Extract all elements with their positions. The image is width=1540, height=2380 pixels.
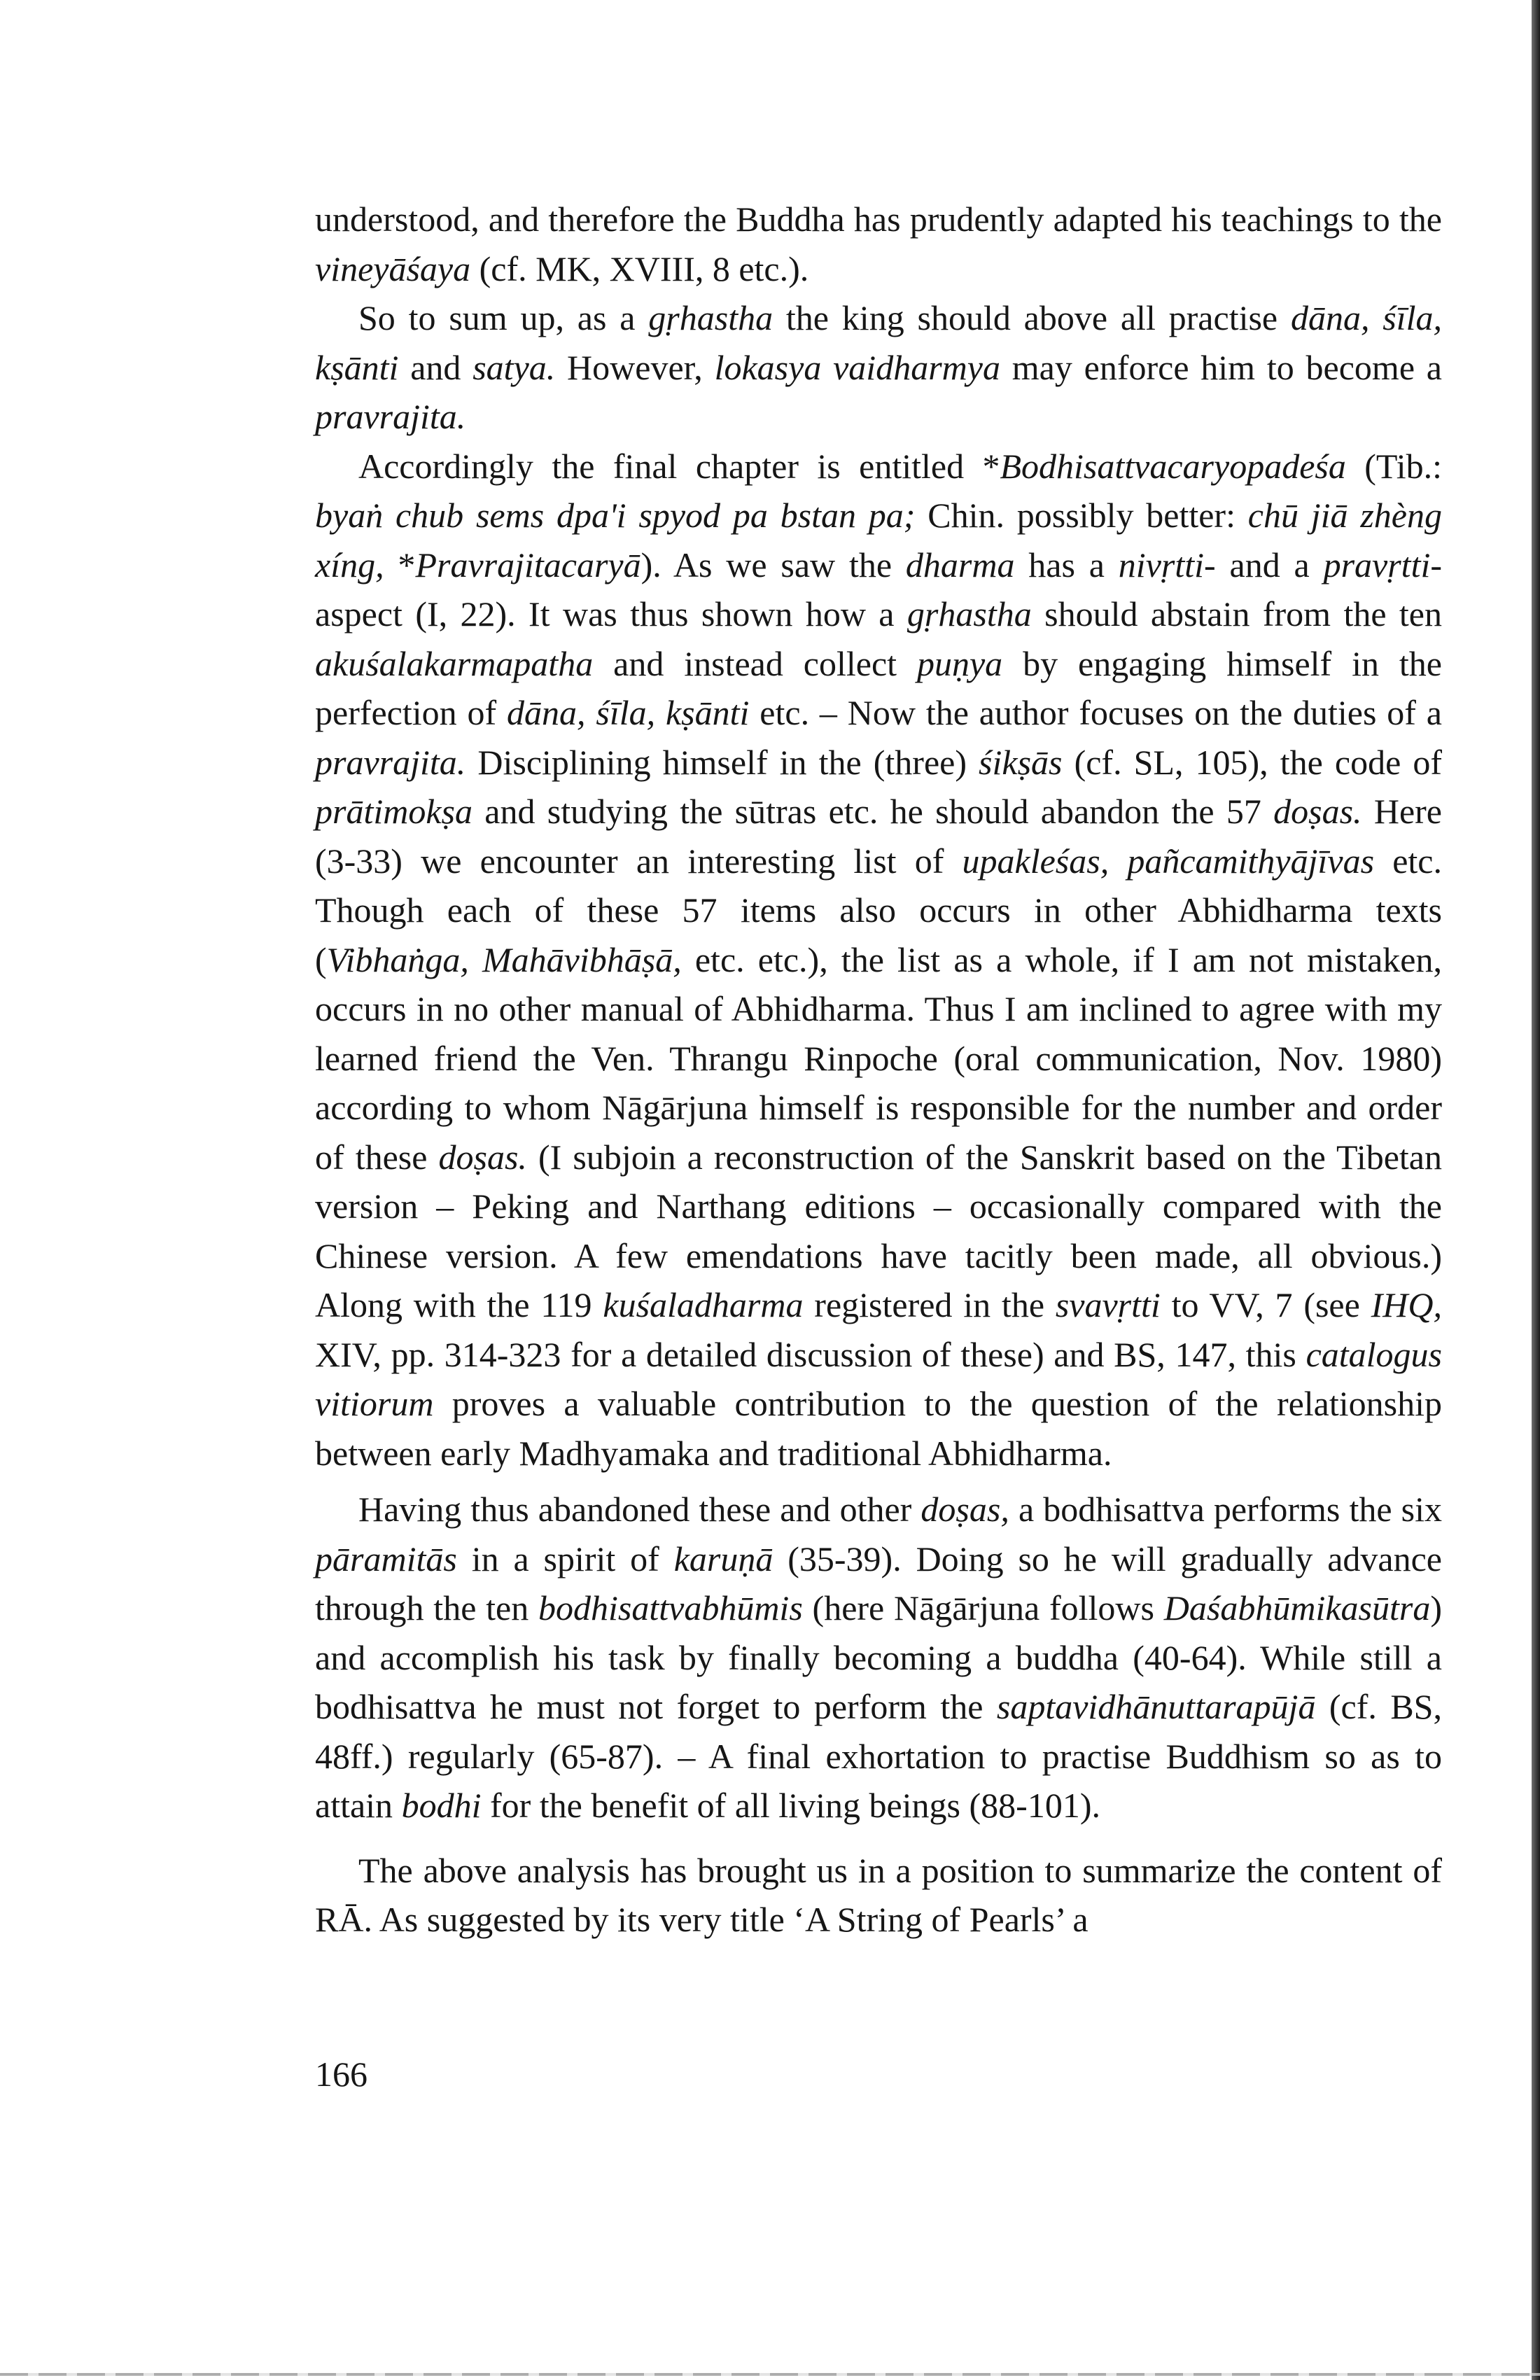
text-run: (I subjoin a reconstruction of the Sanskrit based on the Tibetan version – Peking and Narthang editions – occasionally compared with the Chinese version. A few emendations have tacitly been made, all obvious.) Along with the 119 xyxy=(315,1137,1442,1324)
text-run: So to sum up, as a xyxy=(358,298,649,337)
italic-term: nivṛtti- xyxy=(1118,545,1216,584)
text-run: -aspect (I, 22). It was thus shown how a xyxy=(315,545,1443,634)
italic-term: pravrajita. xyxy=(315,397,466,436)
text-run: However, xyxy=(555,347,715,387)
text-run: Accordingly the final chapter is entitled * xyxy=(358,446,1000,486)
italic-term: pāramitās xyxy=(315,1539,457,1578)
italic-term: vineyāśaya xyxy=(315,248,471,288)
italic-term: akuśalakarmapatha xyxy=(315,643,594,683)
text-run: and xyxy=(398,347,473,387)
text-run: in a spirit of xyxy=(456,1539,674,1578)
text-run: The above analysis has brought us in a position to summarize the content of RĀ. As suggested by its very title ‘A String of Pearls’ a xyxy=(315,1850,1442,1939)
text-run: and a xyxy=(1215,545,1324,584)
text-run: ) and accomplish his task by finally becoming a buddha (40-64). While still a bodhisattva he must not forget to perform the xyxy=(315,1588,1442,1726)
text-run: ). As we saw the xyxy=(640,545,906,584)
scan-edge-shadow xyxy=(1532,0,1540,2380)
italic-term: śikṣās xyxy=(979,742,1063,782)
italic-term: Vibhaṅga, Mahāvibhāṣā, xyxy=(326,939,682,979)
text-run: etc. etc.), the list as a whole, if I am not mistaken, occurs in no other manual of Abhidharma. Thus I am inclined to agree with my learned friend the Ven. Thrangu Rinpoche (oral communication, Nov. 1980) according to whom Nāgārjuna himself is responsible for the number and order of these xyxy=(315,939,1443,1177)
paragraph xyxy=(315,195,1442,293)
italic-term: pravrajita. xyxy=(315,742,466,782)
text-run: a bodhisattva performs the six xyxy=(1009,1490,1443,1529)
italic-term: gṛhastha xyxy=(906,594,1032,634)
text-run: etc. Though each of these 57 items also occurs in other Abhidharma texts ( xyxy=(315,841,1442,979)
page-number: 166 xyxy=(315,2054,368,2094)
text-run: to VV, 7 (see xyxy=(1160,1285,1371,1324)
italic-term: doṣas. xyxy=(1273,792,1362,831)
italic-term: Pravrajitacaryā xyxy=(415,545,641,584)
text-run: the king should above all practise xyxy=(773,298,1291,337)
text-run: by engaging himself in the perfection of xyxy=(315,643,1443,732)
italic-term: lokasya vaidharmya xyxy=(714,347,1000,387)
italic-term: IHQ, xyxy=(1371,1285,1442,1324)
paragraph xyxy=(315,1485,1442,1830)
paragraph xyxy=(315,442,1442,1478)
italic-term: Bodhisattvacaryopadeśa xyxy=(1000,446,1346,486)
text-run: (cf. BS, 48ff.) regularly (65-87). – A final exhortation to practise Buddhism so as to attain xyxy=(315,1687,1442,1825)
text-run: Chin. possibly better: xyxy=(915,496,1248,535)
italic-term: upakleśas, pañcamithyājīvas xyxy=(962,841,1375,881)
italic-term: gṛhastha xyxy=(648,298,774,337)
text-run: and instead collect xyxy=(593,643,917,683)
italic-term: doṣas, xyxy=(920,1490,1009,1529)
italic-term: byaṅ chub sems dpa'i spyod pa bstan pa; xyxy=(315,496,916,535)
italic-term: dāna, śīla, kṣānti xyxy=(315,298,1442,387)
italic-term: svavṛtti xyxy=(1055,1285,1161,1324)
text-run: registered in the xyxy=(803,1285,1056,1324)
paragraph xyxy=(315,1846,1442,1945)
paragraph xyxy=(315,293,1442,442)
text-run: (35-39). Doing so he will gradually advance through the ten xyxy=(315,1539,1442,1628)
text-run: should abstain from the ten xyxy=(1031,594,1442,634)
text-run: understood, and therefore the Buddha has prudently adapted his teachings to the xyxy=(315,200,1442,239)
italic-term: doṣas. xyxy=(438,1137,527,1177)
italic-term: catalogus vitiorum xyxy=(315,1334,1442,1423)
text-run: (cf. SL, 105), the code of xyxy=(1062,742,1442,782)
text-run: for the benefit of all living beings (88-101). xyxy=(481,1786,1100,1825)
text-run: (Tib.: xyxy=(1345,446,1442,486)
text-run: may enforce him to become a xyxy=(1000,347,1442,387)
text-run: * xyxy=(384,545,416,584)
italic-term: pravṛtti xyxy=(1323,545,1431,584)
italic-term: chū jiā zhèng xíng, xyxy=(315,496,1442,584)
text-run: Here (3-33) we encounter an interesting list of xyxy=(315,792,1442,881)
italic-term: Daśabhūmikasūtra xyxy=(1163,1588,1431,1628)
text-run: Disciplining himself in the (three) xyxy=(465,742,979,782)
italic-term: karuṇā xyxy=(673,1539,774,1578)
italic-term: bodhi xyxy=(401,1786,482,1825)
text-run: and studying the sūtras etc. he should abandon the 57 xyxy=(472,792,1274,831)
text-run: etc. – Now the author focuses on the duties of a xyxy=(749,693,1443,732)
body-text xyxy=(315,195,1442,1945)
italic-term: bodhisattvabhūmis xyxy=(538,1588,803,1628)
text-run: proves a valuable contribution to the question of the relationship between early Madhyamaka and traditional Abhidharma. xyxy=(315,1384,1442,1473)
italic-term: prātimokṣa xyxy=(315,792,472,831)
text-run: has a xyxy=(1014,545,1119,584)
text-run: (here Nāgārjuna follows xyxy=(802,1588,1164,1628)
scan-edge-bottom xyxy=(0,2373,1540,2376)
italic-term: dharma xyxy=(905,545,1015,584)
italic-term: dāna, śīla, kṣānti xyxy=(507,693,750,732)
text-run: XIV, pp. 314-323 for a detailed discussion of these) and BS, 147, this xyxy=(315,1334,1306,1374)
text-run: (cf. MK, XVIII, 8 etc.). xyxy=(470,248,809,288)
italic-term: satya. xyxy=(472,347,556,387)
text-run: Having thus abandoned these and other xyxy=(358,1490,921,1529)
italic-term: puṇya xyxy=(916,643,1003,683)
italic-term: kuśaladharma xyxy=(603,1285,804,1324)
italic-term: saptavidhānuttarapūjā xyxy=(996,1687,1316,1726)
